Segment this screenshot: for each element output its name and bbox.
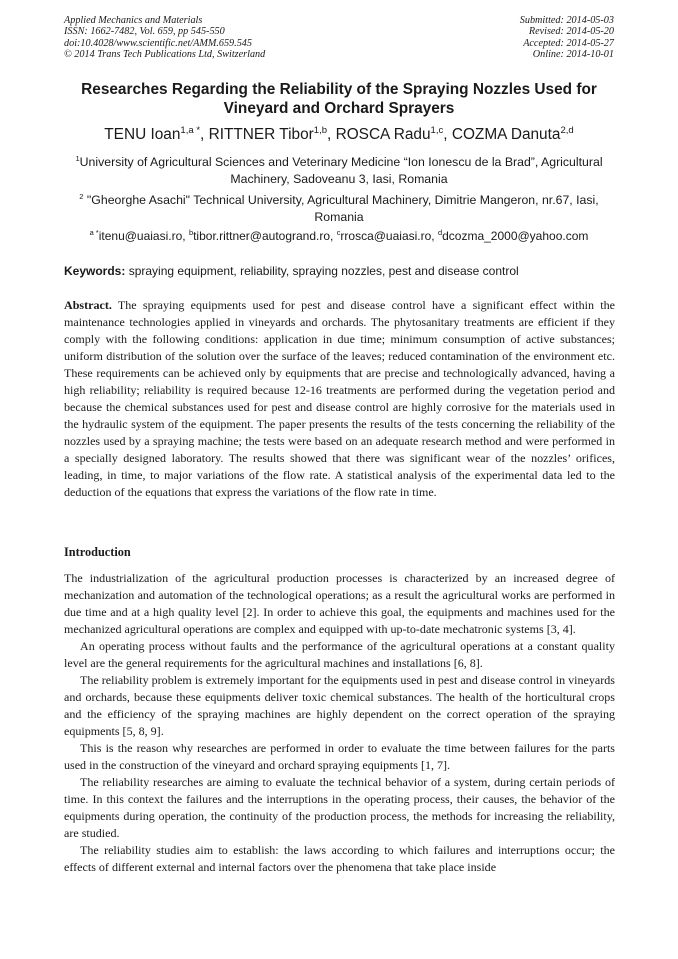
email-address[interactable]: tibor.rittner@autogrand.ro <box>193 229 331 243</box>
keywords-text: spraying equipment, reliability, spraying nozzles, pest and disease control <box>128 264 519 278</box>
paragraph: The industrialization of the agricultural production processes is characterized by an increased degree of mechanization and automation of the technological operations; as a result the agricultural works are performed in due time and at a high quality level [2]. In order to achieve this goal, the equipments and machines used for the mechanized agricultural operations are complex and equipped with up-to-date mechatronic systems [3, 4]. <box>64 571 615 636</box>
email-marker: a * <box>89 228 99 237</box>
keywords-label: Keywords: <box>64 264 126 278</box>
email-address[interactable]: rrosca@uaiasi.ro <box>340 229 432 243</box>
email-marker: c <box>336 228 341 237</box>
author-name: RITTNER Tibor <box>208 126 314 143</box>
author-affiliation-marker: 2,d <box>560 124 574 136</box>
email-marker: d <box>437 228 443 237</box>
affiliation-marker: 2 <box>79 191 84 201</box>
copyright-line: © 2014 Trans Tech Publications Ltd, Switzerland <box>64 49 266 61</box>
online-date: Online: 2014-10-01 <box>532 49 614 61</box>
revised-date: Revised: 2014-05-20 <box>528 26 614 38</box>
affiliation-text: University of Agricultural Sciences and Veterinary Medicine “Ion Ionescu de la Brad”, Agricultural Machinery, Sadoveanu 3, Iasi, Romania <box>79 155 603 186</box>
journal-info <box>64 15 265 61</box>
abstract <box>64 297 615 501</box>
email-address[interactable]: itenu@uaiasi.ro <box>98 229 183 243</box>
author-name: COZMA Danuta <box>451 126 561 143</box>
paragraph: This is the reason why researches are performed in order to evaluate the time between failures for the parts used in the construction of the vineyard and orchard spraying equipments [1, 7]. <box>64 741 615 772</box>
affiliation-1 <box>64 154 614 188</box>
author-affiliation-marker: 1,c <box>430 124 444 136</box>
section-heading: Introduction <box>64 545 131 559</box>
submission-dates <box>520 15 614 61</box>
author-name: TENU Ioan <box>104 126 181 143</box>
author-affiliation-marker: 1,b <box>313 124 328 136</box>
paragraph: The reliability researches are aiming to evaluate the technical behavior of a system, during certain periods of time. In this context the failures and the interruptions in the operating process, their causes, the behavior of the equipments during operation, the continuity of the production process, the methods for increasing the reliability, are studied. <box>64 775 615 840</box>
affiliation-text: "Gheorghe Asachi" Technical University, Agricultural Machinery, Dimitrie Mangeron, nr.67, Iasi, Romania <box>83 193 599 224</box>
keywords <box>64 264 519 278</box>
author-list: TENU Ioan$^{1,a *}$, RITTNER Tibor$^{1,b}$, ROSCA Radu$^{1,c}$, COZMA Danuta$^{2,d}$ <box>104 124 574 143</box>
email-marker: b <box>188 228 194 237</box>
paragraph: The reliability problem is extremely important for the equipments used in pest and disease control in vineyards and orchards, because these equipments deliver toxic chemical substances. The health of the horticultural crops and the efficiency of the spraying machines are highly dependent on the correct operation of the spraying equipments [5, 8, 9]. <box>64 673 615 738</box>
paragraph: The reliability studies aim to establish: the laws according to which failures and interruptions occur; the effects of different external and internal factors over the phenomena that take place inside <box>64 843 615 874</box>
email-address[interactable]: dcozma_2000@yahoo.com <box>442 229 589 243</box>
author-name: ROSCA Radu <box>335 126 431 143</box>
paper-title: Researches Regarding the Reliability of the Spraying Nozzles Used for Vineyard and Orchard Sprayers <box>81 81 597 117</box>
email-list: $^{a *}$itenu@uaiasi.ro, $^b$tibor.rittner@autogrand.ro, $^c$rrosca@uaiasi.ro, $^d$dcozma_2000@yahoo.com <box>89 228 589 243</box>
author-affiliation-marker: 1,a * <box>180 124 201 136</box>
accepted-date: Accepted: 2014-05-27 <box>523 37 614 49</box>
affiliation-2 <box>64 192 614 226</box>
paragraph: An operating process without faults and the performance of the agricultural operations at a constant quality level are the general requirements for the agricultural machines and installations [6, 8]. <box>64 639 615 670</box>
issn-line: ISSN: 1662-7482, Vol. 659, pp 545-550 <box>64 26 225 38</box>
introduction-body <box>64 570 615 876</box>
abstract-label: Abstract. <box>64 298 112 312</box>
doi-line: doi:10.4028/www.scientific.net/AMM.659.545 <box>64 37 252 49</box>
abstract-text: The spraying equipments used for pest and disease control have a significant effect within the maintenance technologies applied in vineyards and orchards. The phytosanitary treatments are efficient if they comply with the following conditions: application in due time; minimum consumption of active substances; uniform distribution of the solution over the surface of the leaves; reduced contamination of the environment etc. These requirements can be achieved only by equipments that are precise and technologically advanced, having a high reliability; reliability is required because 12-16 treatments are performed during the vegetation period and because the chemical substances used for pest and disease control are highly corrosive for the materials used in the hydraulic system of the equipment. The paper presents the results of the tests concerning the reliability of the nozzles used by a spraying machine; the tests were based on an adequate research method and were performed in a specially designed laboratory. The results showed that there was significant wear of the nozzles’ orifices, leading, in time, to major variations of the flow rate. A statistical analysis of the experimental data led to the deduction of the equations that express the variations of the flow rate in time. <box>64 298 615 499</box>
submitted-date: Submitted: 2014-05-03 <box>519 15 614 26</box>
journal-name: Applied Mechanics and Materials <box>64 15 203 26</box>
affiliation-marker: 1 <box>75 153 80 163</box>
